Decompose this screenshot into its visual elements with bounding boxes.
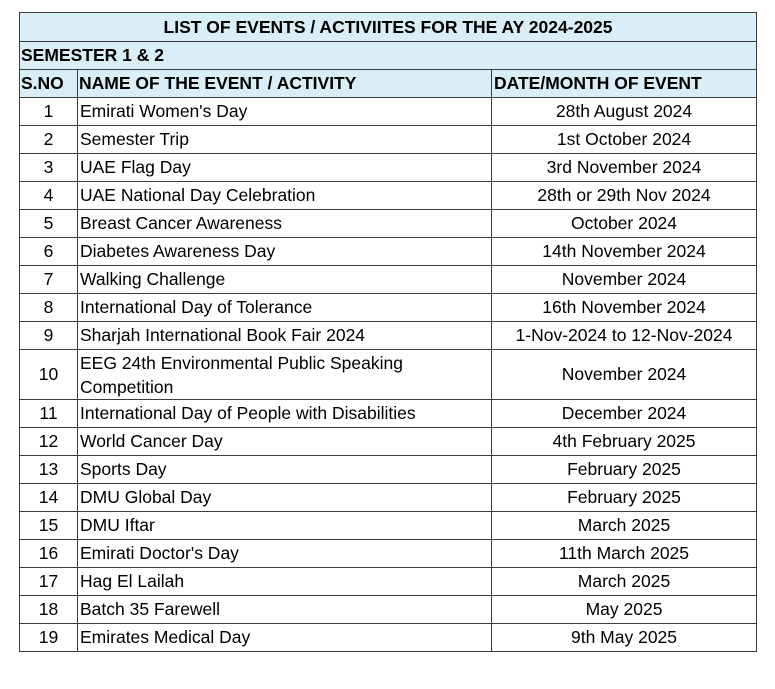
table-row xyxy=(20,456,757,484)
event-date-cell[interactable]: 4th February 2025 xyxy=(492,428,757,456)
event-date-cell[interactable]: 28th or 29th Nov 2024 xyxy=(492,182,757,210)
table-row xyxy=(20,512,757,540)
event-name-cell[interactable]: International Day of Tolerance xyxy=(78,294,492,322)
event-date-cell[interactable]: November 2024 xyxy=(492,266,757,294)
row-number-cell[interactable]: 7 xyxy=(20,266,78,294)
event-name-cell[interactable]: Walking Challenge xyxy=(78,266,492,294)
table-row xyxy=(20,596,757,624)
row-number-cell[interactable]: 11 xyxy=(20,400,78,428)
event-date-cell[interactable]: February 2025 xyxy=(492,456,757,484)
table-row xyxy=(20,322,757,350)
table-row xyxy=(20,266,757,294)
row-number-cell[interactable]: 10 xyxy=(20,350,78,400)
title-row xyxy=(20,13,757,42)
event-name-cell[interactable]: Diabetes Awareness Day xyxy=(78,238,492,266)
row-number-cell[interactable]: 3 xyxy=(20,154,78,182)
table-row xyxy=(20,540,757,568)
table-row xyxy=(20,484,757,512)
event-name-cell[interactable]: Emirati Women's Day xyxy=(78,98,492,126)
event-date-cell[interactable]: October 2024 xyxy=(492,210,757,238)
event-name-cell[interactable]: International Day of People with Disabilities xyxy=(78,400,492,428)
event-name-cell[interactable]: Emirates Medical Day xyxy=(78,624,492,652)
table-row xyxy=(20,154,757,182)
events-table xyxy=(19,12,757,652)
event-name-cell[interactable]: UAE Flag Day xyxy=(78,154,492,182)
table-row xyxy=(20,294,757,322)
table-row xyxy=(20,182,757,210)
event-date-cell[interactable]: 14th November 2024 xyxy=(492,238,757,266)
event-date-cell[interactable]: 1st October 2024 xyxy=(492,126,757,154)
event-date-cell[interactable]: 1-Nov-2024 to 12-Nov-2024 xyxy=(492,322,757,350)
table-row xyxy=(20,400,757,428)
row-number-cell[interactable]: 2 xyxy=(20,126,78,154)
event-date-cell[interactable]: 3rd November 2024 xyxy=(492,154,757,182)
row-number-cell[interactable]: 12 xyxy=(20,428,78,456)
event-date-cell[interactable]: 16th November 2024 xyxy=(492,294,757,322)
table-row xyxy=(20,210,757,238)
row-number-cell[interactable]: 8 xyxy=(20,294,78,322)
row-number-cell[interactable]: 6 xyxy=(20,238,78,266)
event-name-cell[interactable]: UAE National Day Celebration xyxy=(78,182,492,210)
table-row xyxy=(20,624,757,652)
row-number-cell[interactable]: 14 xyxy=(20,484,78,512)
event-name-cell[interactable]: Sharjah International Book Fair 2024 xyxy=(78,322,492,350)
row-number-cell[interactable]: 13 xyxy=(20,456,78,484)
row-number-cell[interactable]: 1 xyxy=(20,98,78,126)
row-number-cell[interactable]: 18 xyxy=(20,596,78,624)
table-row xyxy=(20,238,757,266)
table-row xyxy=(20,98,757,126)
event-date-cell[interactable]: May 2025 xyxy=(492,596,757,624)
event-name-cell[interactable]: World Cancer Day xyxy=(78,428,492,456)
table-row xyxy=(20,350,757,400)
event-date-cell[interactable]: December 2024 xyxy=(492,400,757,428)
event-name-cell[interactable]: Batch 35 Farewell xyxy=(78,596,492,624)
table-row xyxy=(20,126,757,154)
semester-label[interactable]: SEMESTER 1 & 2 xyxy=(20,42,757,70)
semester-row xyxy=(20,42,757,70)
event-date-cell[interactable]: February 2025 xyxy=(492,484,757,512)
row-number-cell[interactable]: 16 xyxy=(20,540,78,568)
row-number-cell[interactable]: 9 xyxy=(20,322,78,350)
header-sno[interactable]: S.NO xyxy=(20,70,78,98)
event-name-cell[interactable]: Semester Trip xyxy=(78,126,492,154)
header-date[interactable]: DATE/MONTH OF EVENT xyxy=(492,70,757,98)
event-name-cell[interactable]: DMU Global Day xyxy=(78,484,492,512)
event-date-cell[interactable]: March 2025 xyxy=(492,568,757,596)
event-date-cell[interactable]: March 2025 xyxy=(492,512,757,540)
events-body xyxy=(20,98,757,652)
row-number-cell[interactable]: 15 xyxy=(20,512,78,540)
row-number-cell[interactable]: 19 xyxy=(20,624,78,652)
row-number-cell[interactable]: 17 xyxy=(20,568,78,596)
event-date-cell[interactable]: November 2024 xyxy=(492,350,757,400)
event-name-cell[interactable]: Sports Day xyxy=(78,456,492,484)
event-name-cell[interactable]: DMU Iftar xyxy=(78,512,492,540)
event-name-cell[interactable]: Hag El Lailah xyxy=(78,568,492,596)
header-row xyxy=(20,70,757,98)
event-name-cell[interactable]: Emirati Doctor's Day xyxy=(78,540,492,568)
row-number-cell[interactable]: 4 xyxy=(20,182,78,210)
event-date-cell[interactable]: 28th August 2024 xyxy=(492,98,757,126)
header-name[interactable]: NAME OF THE EVENT / ACTIVITY xyxy=(78,70,492,98)
event-name-cell[interactable]: Breast Cancer Awareness xyxy=(78,210,492,238)
table-title[interactable]: LIST OF EVENTS / ACTIVIITES FOR THE AY 2024-2025 xyxy=(20,13,757,42)
event-name-cell[interactable]: EEG 24th Environmental Public Speaking Competition xyxy=(78,350,492,400)
events-sheet xyxy=(19,12,756,652)
table-row xyxy=(20,428,757,456)
row-number-cell[interactable]: 5 xyxy=(20,210,78,238)
table-row xyxy=(20,568,757,596)
event-date-cell[interactable]: 9th May 2025 xyxy=(492,624,757,652)
event-date-cell[interactable]: 11th March 2025 xyxy=(492,540,757,568)
